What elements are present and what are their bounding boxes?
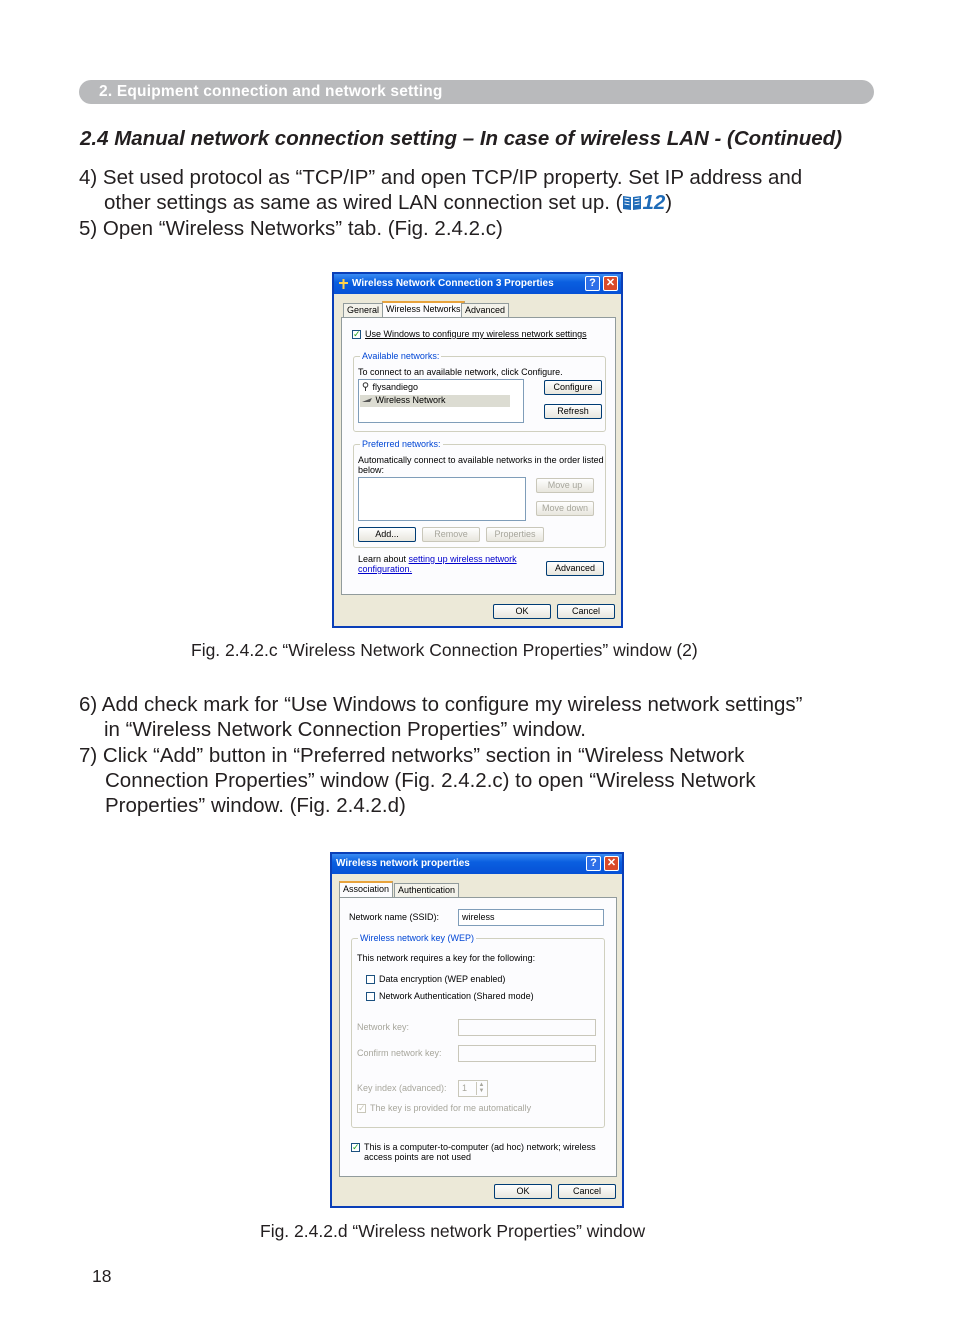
available-networks-label: Available networks: bbox=[362, 351, 440, 361]
use-windows-checkbox[interactable]: ✓ bbox=[353, 329, 361, 339]
window-title-bar bbox=[334, 274, 621, 294]
close-button[interactable]: ✕ bbox=[603, 276, 618, 291]
step-7-line-2: Connection Properties” window (Fig. 2.4.2.c) to open “Wireless Network bbox=[105, 768, 756, 792]
tab-panel bbox=[339, 897, 617, 1177]
steps-6-7 bbox=[79, 692, 802, 818]
stepper-arrows-icon[interactable]: ▲ ▼ bbox=[476, 1082, 486, 1095]
wireless-network-properties-window bbox=[330, 852, 624, 1208]
figure-c-caption: Fig. 2.4.2.c “Wireless Network Connection Properties” window (2) bbox=[191, 640, 698, 660]
advanced-button[interactable]: Advanced bbox=[546, 561, 604, 576]
close-button[interactable]: ✕ bbox=[604, 856, 619, 871]
tab-association[interactable]: Association bbox=[339, 881, 393, 897]
network-key-label: Network key: bbox=[357, 1022, 410, 1032]
key-index-label: Key index (advanced): bbox=[357, 1083, 447, 1093]
preferred-networks-label: Preferred networks: bbox=[362, 439, 441, 449]
page-number: 18 bbox=[92, 1266, 112, 1286]
configure-button[interactable]: Configure bbox=[544, 380, 602, 395]
data-encryption-label: Data encryption (WEP enabled) bbox=[379, 974, 506, 984]
page-reference[interactable]: 12 bbox=[642, 191, 666, 215]
step-7-line-3: Properties” window. (Fig. 2.4.2.d) bbox=[105, 794, 406, 818]
preferred-networks-group bbox=[353, 439, 606, 548]
adhoc-label-1: This is a computer-to-computer (ad hoc) network; wireless bbox=[364, 1142, 596, 1152]
wireless-connection-properties-window bbox=[332, 272, 623, 628]
auto-key-checkbox[interactable]: ✓ bbox=[358, 1103, 366, 1113]
tab-general[interactable]: General bbox=[343, 303, 383, 317]
available-networks-list[interactable] bbox=[358, 379, 524, 423]
step-4-line-2: other settings as same as wired LAN connection set up. ( 12) bbox=[104, 191, 673, 215]
chapter-header-text: 2. Equipment connection and network setting bbox=[99, 83, 443, 100]
move-up-button[interactable]: Move up bbox=[536, 478, 594, 493]
learn-about-link[interactable]: setting up wireless network bbox=[408, 554, 517, 564]
step-4-line-1: 4) Set used protocol as “TCP/IP” and open TCP/IP property. Set IP address and bbox=[79, 166, 803, 189]
chapter-header-bar bbox=[79, 80, 874, 104]
add-button[interactable]: Add... bbox=[358, 527, 416, 542]
adhoc-checkbox[interactable]: ✓ bbox=[352, 1142, 360, 1152]
use-windows-label: Use Windows to configure my wireless network settings bbox=[365, 329, 587, 339]
network-auth-checkbox[interactable] bbox=[366, 992, 375, 1001]
wep-label: Wireless network key (WEP) bbox=[360, 933, 475, 943]
network-auth-label: Network Authentication (Shared mode) bbox=[379, 991, 534, 1001]
available-networks-group bbox=[353, 351, 606, 432]
preferred-text-1: Automatically connect to available networks in the order listed bbox=[358, 455, 604, 465]
tab-panel bbox=[341, 317, 616, 595]
key-index-stepper[interactable]: 1 ▲ ▼ bbox=[458, 1080, 488, 1097]
ok-button[interactable]: OK bbox=[494, 1184, 552, 1199]
adhoc-label-2: access points are not used bbox=[364, 1152, 472, 1162]
list-item-selected[interactable]: Wireless Network bbox=[360, 395, 510, 407]
ok-button[interactable]: OK bbox=[493, 604, 551, 619]
help-button[interactable]: ? bbox=[585, 276, 600, 291]
ssid-input[interactable]: wireless bbox=[458, 909, 604, 926]
window-title-bar bbox=[332, 854, 622, 874]
tab-advanced[interactable]: Advanced bbox=[461, 303, 509, 317]
book-icon bbox=[622, 194, 642, 211]
figure-d-caption: Fig. 2.4.2.d “Wireless network Properties” window bbox=[260, 1221, 646, 1241]
section-title: 2.4 Manual network connection setting – In case of wireless LAN - (Continued) bbox=[80, 127, 843, 150]
refresh-button[interactable]: Refresh bbox=[544, 404, 602, 419]
move-down-button[interactable]: Move down bbox=[536, 501, 594, 516]
ssid-label: Network name (SSID): bbox=[349, 912, 440, 922]
network-icon bbox=[338, 279, 349, 289]
confirm-key-input[interactable] bbox=[458, 1045, 596, 1062]
data-encryption-checkbox[interactable] bbox=[366, 975, 375, 984]
step-6-line-2: in “Wireless Network Connection Properties” window. bbox=[104, 718, 586, 742]
steps-4-5 bbox=[79, 165, 802, 241]
available-networks-text: To connect to an available network, click Configure. bbox=[358, 367, 563, 377]
list-item[interactable]: flysandiego bbox=[361, 382, 418, 392]
window-title: Wireless Network Connection 3 Properties bbox=[352, 278, 554, 289]
step-5: 5) Open “Wireless Networks” tab. (Fig. 2.4.2.c) bbox=[79, 216, 503, 240]
preferred-text-2: below: bbox=[358, 465, 385, 475]
remove-button[interactable]: Remove bbox=[422, 527, 480, 542]
step-6-line-1: 6) Add check mark for “Use Windows to configure my wireless network settings” bbox=[79, 693, 803, 716]
antenna-icon bbox=[361, 382, 370, 391]
help-button[interactable]: ? bbox=[586, 856, 601, 871]
tab-authentication[interactable]: Authentication bbox=[394, 883, 459, 897]
cancel-button[interactable]: Cancel bbox=[557, 604, 615, 619]
wireless-icon bbox=[362, 396, 373, 404]
cancel-button[interactable]: Cancel bbox=[558, 1184, 616, 1199]
learn-about-line-1: Learn about setting up wireless network bbox=[358, 554, 517, 564]
tab-wireless-networks[interactable]: Wireless Networks bbox=[382, 301, 465, 317]
requires-key-text: This network requires a key for the following: bbox=[357, 953, 536, 963]
network-key-input[interactable] bbox=[458, 1019, 596, 1036]
properties-button[interactable]: Properties bbox=[486, 527, 544, 542]
wep-group bbox=[351, 933, 605, 1128]
window-title: Wireless network properties bbox=[336, 858, 470, 869]
learn-about-line-2[interactable]: configuration. bbox=[358, 564, 413, 574]
auto-key-label: The key is provided for me automatically bbox=[370, 1103, 532, 1113]
preferred-networks-list[interactable] bbox=[358, 477, 526, 521]
confirm-key-label: Confirm network key: bbox=[357, 1048, 442, 1058]
step-7-line-1: 7) Click “Add” button in “Preferred networks” section in “Wireless Network bbox=[79, 743, 745, 767]
